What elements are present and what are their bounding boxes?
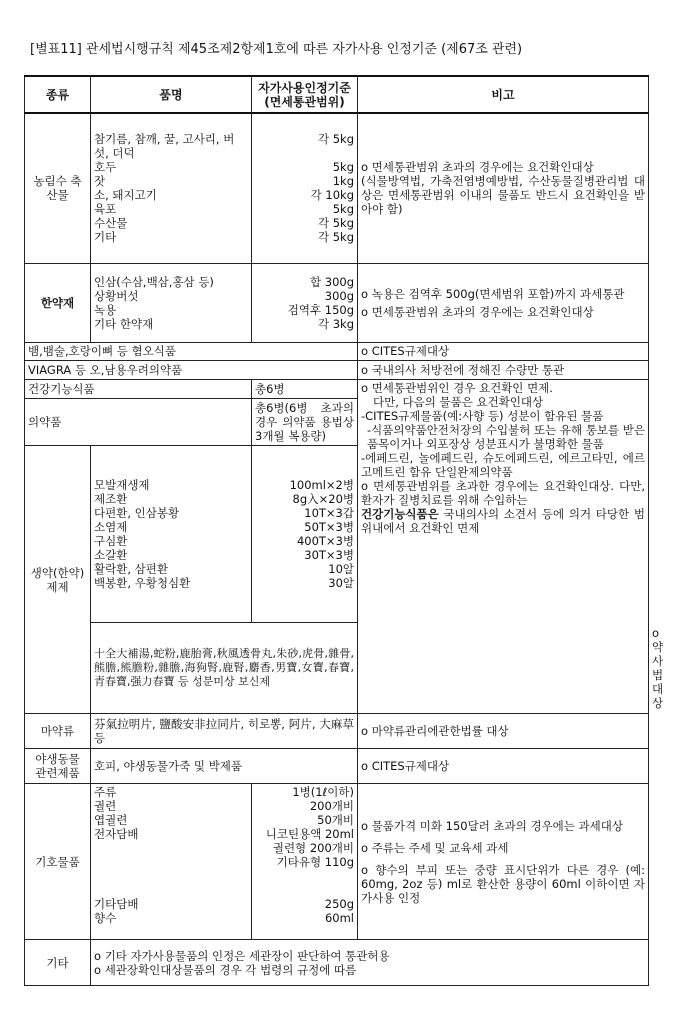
viagra-item: VIAGRA 등 오,남용우려의약품: [25, 361, 358, 380]
table-row-traditional: 十全大補湯,蛇粉,鹿胎膏,秋風透骨丸,朱砂,虎骨,雜骨,熊膽,熊膽粉,雜膽,海狗腎,鹿腎,麝香,男寶,女寶,春寶,青春寶,强力春寶 등 성분미상 보신제 o 약사법 대상: [25, 623, 649, 713]
luxury-qty: [252, 784, 358, 940]
herb-remarks: o 녹용은 검역후 500g(면세범위 포함)까지 과세통관 o 면세통관범위 초과의 경우에는 요건확인대상: [358, 263, 649, 342]
list-item: 수산물: [94, 216, 128, 231]
list-item: 잣: [94, 174, 106, 189]
qty-value: 8g入×20병: [292, 492, 354, 507]
table-row-agri: [25, 113, 649, 263]
category-agri: 농림수 축산물: [25, 113, 91, 263]
health-item: 건강기능식품: [25, 379, 252, 398]
list-item: 호두: [94, 160, 117, 175]
list-item: 소갈환: [94, 548, 128, 563]
qty-value: 5kg: [332, 202, 354, 217]
qty-value: 각 5kg: [317, 132, 354, 147]
herb-items: [91, 263, 252, 342]
medicine-item: 의약품: [25, 398, 252, 446]
list-item: 상황버섯: [94, 288, 139, 303]
qty-value: 각 5kg: [317, 216, 354, 231]
list-item: 모발재생제: [94, 478, 150, 493]
table-row-endangered: [25, 342, 649, 361]
table-row-other: [25, 940, 649, 986]
list-item: 기타: [94, 230, 117, 245]
medicine-remarks: o 면세통관범위인 경우 요건확인 면제. 다만, 다음의 물품은 요건확인대상 -CITES규제물품(예:사향 등) 성분이 함유된 물품 -식품의약품안전처장의 수입불허 또는 유해 통보를 받은 품목이거나 외포장상 성분표시가 불명확한 물품 -에페드린, 놀에페드린, 슈도에페드린, 에르고타민, 에르고메트린 함유 단일완제의약품 o 면세통관범위를 초과한 경우에는 요건확인대상. 다만, 환자가 질병치료를 위해 수입하는 건강기능식품은 국내의사의 소견서 등에 의거 타당한 범위내에서 요건확인 면제: [358, 379, 649, 713]
qty-value: 각 10kg: [310, 188, 354, 203]
list-item: 다편환, 인삼봉황: [94, 506, 180, 521]
wildlife-remark: o CITES규제대상: [358, 748, 649, 783]
qty-value: 검역후 150g: [287, 302, 354, 317]
header-item: 품명: [91, 76, 252, 113]
list-item: 전자담배: [94, 827, 139, 842]
other-remarks: o 기타 자가사용물품의 인정은 세관장이 판단하여 통관허용 o 세관장확인대상물품의 경우 각 법령의 규정에 따름: [91, 940, 649, 986]
list-item: 주류: [94, 785, 117, 800]
qty-value: 60ml: [324, 911, 354, 926]
category-herbal-med: 생약(한약)제제: [25, 446, 91, 713]
list-item: 육포: [94, 202, 117, 217]
qty-value: 200개비: [309, 799, 354, 814]
qty-value: 30알: [328, 576, 354, 591]
herbal-med-items: [91, 446, 252, 623]
endangered-remark: o CITES규제대상: [358, 342, 649, 361]
qty-value: 각 5kg: [317, 230, 354, 245]
qty-value: 1kg: [332, 174, 354, 189]
table-row-viagra: [25, 361, 649, 380]
agri-qty: [252, 113, 358, 263]
narcotics-item: 芬氣拉明片, 鹽酸安非拉同片, 히로뽕, 阿片, 大麻草 등: [91, 713, 358, 748]
list-item: 녹용: [94, 302, 117, 317]
health-qty: 총6병: [252, 379, 358, 398]
herb-qty: [252, 263, 358, 342]
category-narcotics: 마약류: [25, 713, 91, 748]
agri-remarks: o 면세통관범위 초과의 경우에는 요건확인대상 (식물방역법, 가축전염병예방법, 수산동물질병관리법 대상은 면세통관범위 이내의 물품도 반드시 요건확인을 받아야 함): [358, 113, 649, 263]
narcotics-remark: o 마약류관리에관한법률 대상: [358, 713, 649, 748]
list-item: 백봉환, 우황청심환: [94, 576, 191, 591]
qty-value: 합 300g: [309, 274, 354, 289]
list-item: 참기름, 참깨, 꿀, 고사리, 버섯, 더덕: [94, 132, 235, 161]
header-remarks: 비고: [358, 76, 649, 113]
self-use-criteria-table: [24, 75, 664, 986]
medicine-qty: 총6병(6병 초과의 경우 의약품 용법상 3개월 복용량): [252, 398, 358, 446]
luxury-items: [91, 784, 252, 940]
traditional-tonics: 十全大補湯,蛇粉,鹿胎膏,秋風透骨丸,朱砂,虎骨,雜骨,熊膽,熊膽粉,雜膽,海狗腎,鹿腎,麝香,男寶,女寶,春寶,青春寶,强力春寶 등 성분미상 보신제: [91, 623, 358, 713]
list-item: 엽궐련: [94, 813, 128, 828]
qty-value: 5kg: [332, 160, 354, 175]
qty-value: 50T×3병: [304, 520, 354, 535]
list-item: 인삼(수삼,백삼,홍삼 등): [94, 274, 214, 289]
table-row-narcotics: [25, 713, 649, 748]
qty-value: 250g: [324, 897, 354, 912]
header-category: 종류: [25, 76, 91, 113]
category-wildlife: 야생동물 관련제품: [25, 748, 91, 783]
table-row-luxury: [25, 784, 649, 940]
table-row-wildlife: [25, 748, 649, 783]
list-item: 궐련: [94, 799, 117, 814]
document-title: [별표11] 관세법시행규칙 제45조제2항제1호에 따른 자가사용 인정기준 (제67조 관련): [30, 42, 523, 57]
header-limit: 자가사용인정기준 (면세통관범위): [252, 76, 358, 113]
qty-value: 100ml×2병: [289, 478, 354, 493]
table-row-herb: [25, 263, 649, 342]
table-row-health: [25, 379, 649, 398]
list-item: 기타담배: [94, 897, 139, 912]
qty-value: 10알: [328, 562, 354, 577]
list-item: 향수: [94, 911, 117, 926]
wildlife-item: 호피, 야생동물가죽 및 박제품: [91, 748, 358, 783]
qty-value: 궐련형 200개비: [272, 841, 354, 856]
herbal-med-qty: [252, 446, 358, 623]
viagra-remark: o 국내의사 처방전에 정해진 수량만 통관: [358, 361, 649, 380]
qty-value: 400T×3병: [296, 534, 354, 549]
luxury-remarks: o 물품가격 미화 150달러 초과의 경우에는 과세대상 o 주류는 주세 및 교육세 과세 o 향수의 부피 또는 중량 표시단위가 다른 경우 (예: 60mg, 2oz 등) ml로 환산한 용량이 60ml 이하이면 자가사용 인정: [358, 784, 649, 940]
qty-value: 기타유형 110g: [276, 855, 354, 870]
endangered-item: 뱀,뱀술,호랑이뼈 등 혐오식품: [25, 342, 358, 361]
qty-value: 300g: [324, 288, 354, 303]
list-item: 구심환: [94, 534, 128, 549]
list-item: 소염제: [94, 520, 128, 535]
category-luxury: 기호물품: [25, 784, 91, 940]
list-item: 제조환: [94, 492, 128, 507]
list-item: 소, 돼지고기: [94, 188, 157, 203]
list-item: 기타 한약재: [94, 316, 154, 331]
category-other: 기타: [25, 940, 91, 986]
qty-value: 10T×3갑: [304, 506, 354, 521]
qty-value: 50개비: [317, 813, 354, 828]
qty-value: 각 3kg: [317, 316, 354, 331]
qty-value: 1병(1ℓ이하): [292, 785, 354, 800]
qty-value: 30T×3병: [304, 548, 354, 563]
agri-items: [91, 113, 252, 263]
list-item: 활락환, 삼편환: [94, 562, 168, 577]
category-herb: 한약재: [25, 263, 91, 342]
qty-value: 니코틴용액 20ml: [265, 827, 354, 842]
table-header-row: [25, 76, 649, 113]
